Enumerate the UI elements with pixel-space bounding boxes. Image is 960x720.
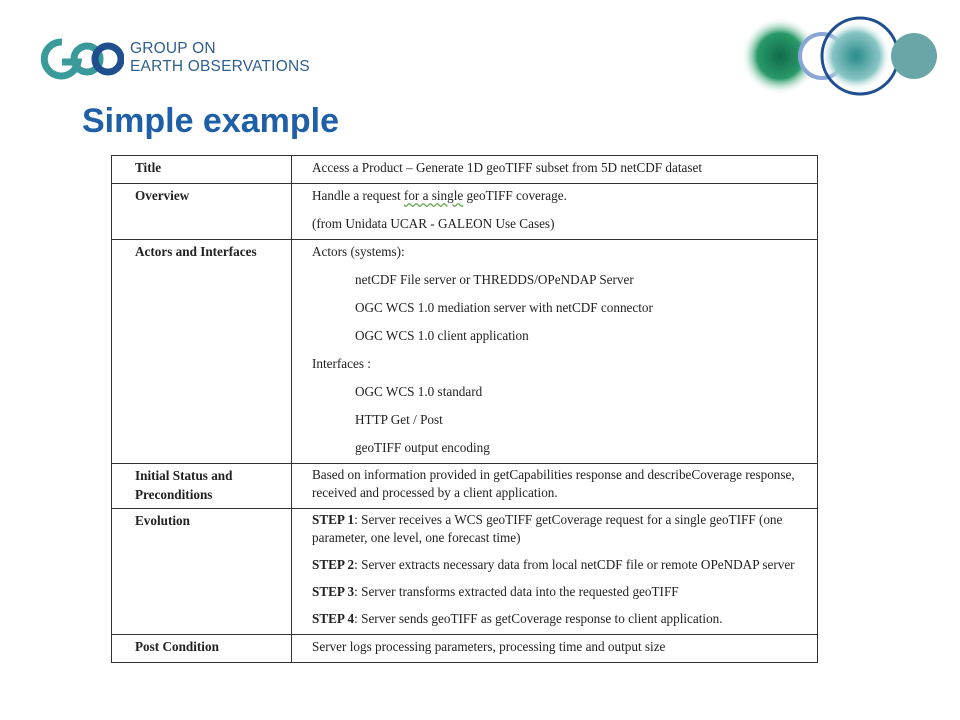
table-row	[112, 635, 818, 663]
row-content-post-condition	[292, 635, 818, 663]
row-label-post-condition: Post Condition	[112, 635, 292, 663]
actor-item: OGC WCS 1.0 client application	[355, 328, 529, 343]
actor-item: OGC WCS 1.0 mediation server with netCDF connector	[355, 300, 653, 315]
step-text: : Server receives a WCS geoTIFF getCoverage request for a single geoTIFF (one parameter, one level, one forecast time)	[312, 512, 783, 545]
row-content-overview	[292, 184, 818, 240]
interface-item: HTTP Get / Post	[355, 412, 443, 427]
row-content-evolution	[292, 509, 818, 635]
row-label-title: Title	[112, 156, 292, 184]
row-label-actors: Actors and Interfaces	[112, 240, 292, 464]
step-text: : Server extracts necessary data from local netCDF file or remote OPeNDAP server	[354, 557, 795, 572]
interfaces-heading: Interfaces :	[312, 356, 371, 371]
table-row	[112, 184, 818, 240]
step-label: STEP 3	[312, 584, 355, 599]
step-label: STEP 4	[312, 611, 355, 626]
evolution-step	[312, 511, 811, 547]
table-row	[112, 509, 818, 635]
evolution-step	[312, 556, 811, 574]
page-title: Simple example	[82, 102, 340, 140]
row-content-preconditions	[292, 464, 818, 509]
overlapping-circles-icon	[718, 10, 948, 100]
table-row	[112, 240, 818, 464]
evolution-step	[312, 610, 811, 628]
evolution-step	[312, 583, 811, 601]
interface-item: geoTIFF output encoding	[355, 440, 490, 455]
step-label: STEP 1	[312, 512, 355, 527]
preconditions-text: Based on information provided in getCapabilities response and describeCoverage response, received and processed by a client application.	[312, 467, 795, 500]
post-condition-text: Server logs processing parameters, processing time and output size	[312, 639, 666, 654]
row-label-preconditions: Initial Status and Preconditions	[112, 464, 292, 509]
overview-text-pre: Handle a request	[312, 188, 404, 203]
table-row	[112, 464, 818, 509]
overview-text-post: geoTIFF coverage.	[463, 188, 567, 203]
geo-logo	[38, 36, 338, 82]
logo-line-1: GROUP ON	[130, 40, 216, 57]
step-label: STEP 2	[312, 557, 355, 572]
overview-line-2: (from Unidata UCAR - GALEON Use Cases)	[312, 216, 555, 231]
actor-item: netCDF File server or THREDDS/OPeNDAP Server	[355, 272, 634, 287]
geo-logo-icon	[38, 36, 124, 82]
row-content-title	[292, 156, 818, 184]
title-text: Access a Product – Generate 1D geoTIFF subset from 5D netCDF dataset	[312, 160, 703, 175]
step-text: : Server transforms extracted data into the requested geoTIFF	[354, 584, 679, 599]
overview-line-1	[312, 186, 811, 205]
row-label-evolution: Evolution	[112, 509, 292, 635]
step-text: : Server sends geoTIFF as getCoverage response to client application.	[354, 611, 723, 626]
table-row	[112, 156, 818, 184]
interface-item: OGC WCS 1.0 standard	[355, 384, 483, 399]
overview-text-flagged: for a single	[403, 188, 464, 203]
row-label-overview: Overview	[112, 184, 292, 240]
use-case-table	[111, 155, 818, 663]
row-content-actors	[292, 240, 818, 464]
actors-heading: Actors (systems):	[312, 244, 405, 259]
logo-line-2: EARTH OBSERVATIONS	[130, 58, 310, 75]
